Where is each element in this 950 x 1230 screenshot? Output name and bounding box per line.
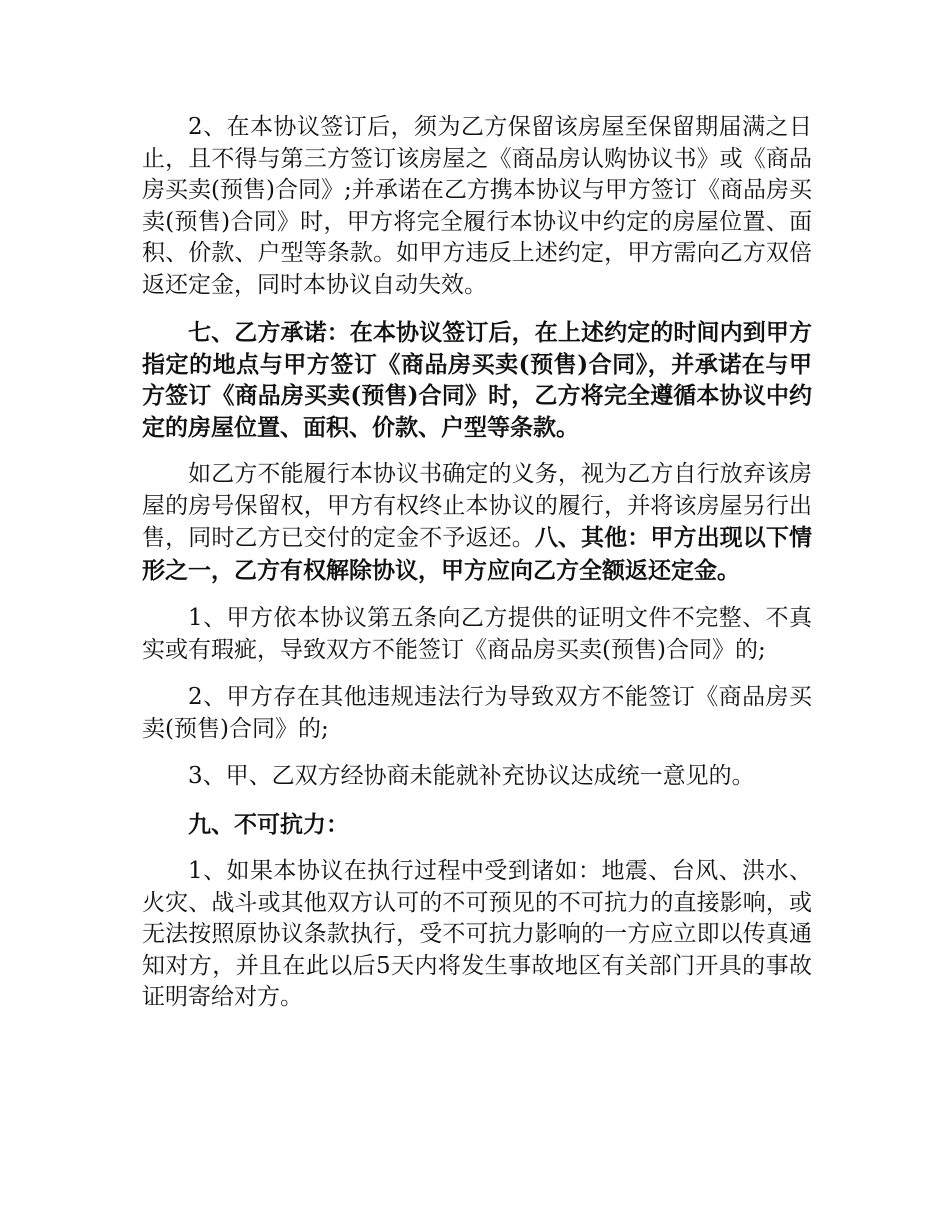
- clause-9-item-1: 1、如果本协议在执行过程中受到诸如：地震、台风、洪水、火灾、战斗或其他双方认可的不可预见的不可抗力的直接影响，或无法按照原协议条款执行，受不可抗力影响的一方应立即以传真通知对方，并且在此以后5天内将发生事故地区有关部门开具的事故证明寄给对方。: [142, 858, 812, 1010]
- clause-7-heading: 七、乙方承诺：在本协议签订后，在上述约定的时间内到甲方指定的地点与甲方签订《商品房买卖(预售)合同》，并承诺在与甲方签订《商品房买卖(预售)合同》时，乙方将完全遵循本协议中约定的房屋位置、面积、价款、户型等条款。: [142, 319, 812, 441]
- clause-8-item-2: 2、甲方存在其他违规违法行为导致双方不能签订《商品房买卖(预售)合同》的;: [142, 684, 812, 742]
- clause-9-heading: 九、不可抗力：: [188, 810, 349, 838]
- clause-8-item-3: 3、甲、乙双方经协商未能就补充协议达成统一意见的。: [188, 763, 755, 789]
- clause-8-item-1: 1、甲方依本协议第五条向乙方提供的证明文件不完整、不真实或有瑕疵，导致双方不能签订《商品房买卖(预售)合同》的;: [142, 605, 812, 663]
- document-page: [142, 112, 812, 1030]
- clause-7-breach-paragraph: [142, 459, 812, 587]
- clause-7-breach-text: 如乙方不能履行本协议书确定的义务，视为乙方自行放弃该房屋的房号保留权，甲方有权终止本协议的履行，并将该房屋另行出售，同时乙方已交付的定金不予返还。: [142, 461, 812, 551]
- clause-8-heading: 八、其他：甲方出现以下情形之一，乙方有权解除协议，甲方应向乙方全额返还定金。: [142, 524, 813, 584]
- clause-6-item-2: 2、在本协议签订后，须为乙方保留该房屋至保留期届满之日止，且不得与第三方签订该房屋之《商品房认购协议书》或《商品房买卖(预售)合同》;并承诺在乙方携本协议与甲方签订《商品房买卖(预售)合同》时，甲方将完全履行本协议中约定的房屋位置、面积、价款、户型等条款。如甲方违反上述约定，甲方需向乙方双倍返还定金，同时本协议自动失效。: [142, 114, 812, 298]
